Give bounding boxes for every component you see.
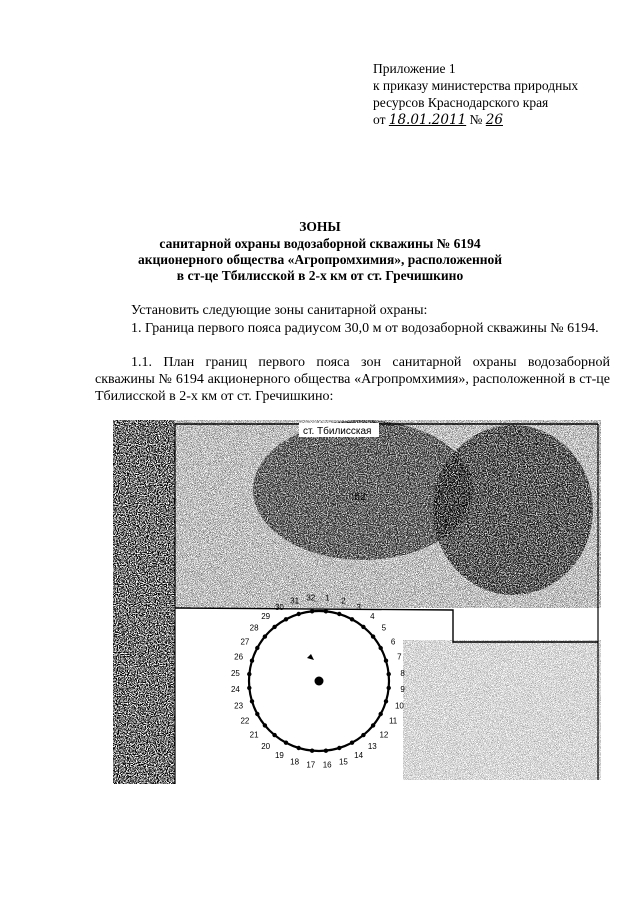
boundary-point-label-30: 30 — [274, 602, 284, 612]
boundary-point-label-3: 3 — [356, 602, 361, 612]
boundary-point-28 — [263, 634, 267, 638]
boundary-point-label-21: 21 — [249, 730, 259, 740]
boundary-point-label-28: 28 — [249, 623, 259, 633]
boundary-point-label-5: 5 — [381, 623, 387, 633]
boundary-point-10 — [384, 699, 388, 703]
boundary-point-18 — [297, 746, 301, 750]
boundary-point-29 — [272, 625, 276, 629]
boundary-point-25 — [247, 672, 251, 676]
plan-svg — [113, 420, 601, 784]
boundary-point-label-23: 23 — [234, 701, 244, 711]
boundary-point-15 — [337, 746, 341, 750]
boundary-point-label-27: 27 — [240, 637, 250, 647]
appendix-number: Приложение 1 — [373, 61, 456, 76]
boundary-point-label-7: 7 — [397, 652, 402, 662]
boundary-point-27 — [255, 646, 259, 650]
boundary-point-20 — [272, 733, 276, 737]
handwritten-number: 26 — [485, 112, 503, 128]
parcel-number-label: :62 — [351, 491, 367, 503]
appendix-date-line — [373, 111, 578, 129]
boundary-point-label-24: 24 — [230, 685, 240, 695]
appendix-ministry-line: ресурсов Краснодарского края — [373, 95, 549, 110]
boundary-point-26 — [250, 659, 254, 663]
boundary-point-label-12: 12 — [379, 730, 389, 740]
boundary-point-2 — [337, 612, 341, 616]
boundary-point-label-6: 6 — [390, 637, 396, 647]
boundary-point-label-15: 15 — [338, 757, 348, 767]
date-prefix: от — [373, 112, 386, 127]
railway-label: ст. Тбилисская — [303, 426, 372, 437]
boundary-point-6 — [379, 646, 383, 650]
boundary-point-30 — [284, 617, 288, 621]
title-subline-3: в ст-це Тбилисской в 2-х км от ст. Гречишкино — [176, 268, 464, 283]
zone-plan-map — [113, 420, 601, 784]
boundary-point-8 — [387, 672, 391, 676]
boundary-point-24 — [247, 686, 251, 690]
boundary-point-label-32: 32 — [306, 593, 316, 603]
boundary-point-label-16: 16 — [322, 760, 332, 770]
well-point — [315, 677, 324, 686]
boundary-point-11 — [379, 712, 383, 716]
boundary-point-1 — [324, 609, 328, 613]
boundary-point-label-19: 19 — [274, 751, 284, 761]
paragraph-intro: Установить следующие зоны санитарной охраны: — [131, 303, 428, 318]
appendix-order-line: к приказу министерства природных — [373, 78, 579, 93]
number-prefix: № — [469, 112, 483, 127]
boundary-point-label-22: 22 — [240, 716, 250, 726]
boundary-point-9 — [387, 686, 391, 690]
boundary-point-23 — [250, 699, 254, 703]
boundary-point-17 — [310, 749, 314, 753]
title-subline-2: акционерного общества «Агропромхимия», расположенной — [137, 252, 503, 267]
boundary-point-label-8: 8 — [400, 668, 405, 678]
boundary-point-label-26: 26 — [234, 652, 244, 662]
boundary-point-12 — [371, 723, 375, 727]
boundary-point-label-4: 4 — [370, 612, 375, 622]
appendix-header — [373, 60, 578, 129]
boundary-point-5 — [371, 634, 375, 638]
boundary-point-14 — [350, 741, 354, 745]
boundary-point-4 — [361, 625, 365, 629]
boundary-point-7 — [384, 659, 388, 663]
boundary-point-label-13: 13 — [367, 741, 377, 751]
boundary-point-22 — [255, 712, 259, 716]
boundary-point-label-20: 20 — [261, 741, 271, 751]
handwritten-date: 18.01.2011 — [388, 112, 467, 128]
boundary-point-label-2: 2 — [341, 596, 346, 606]
boundary-point-label-14: 14 — [354, 751, 364, 761]
boundary-point-label-1: 1 — [324, 593, 330, 603]
boundary-point-13 — [361, 733, 365, 737]
boundary-point-label-25: 25 — [230, 668, 240, 678]
boundary-point-19 — [284, 741, 288, 745]
boundary-point-label-11: 11 — [388, 716, 398, 726]
paragraph-first-zone: 1. Граница первого пояса радиусом 30,0 м от водозаборной скважины № 6194. — [131, 321, 599, 336]
boundary-point-label-17: 17 — [306, 760, 316, 770]
paragraph-plan-caption: 1.1. План границ первого пояса зон санитарной охраны водозаборной скважины № 6194 акционерного общества «Агропромхимия», расположенной в ст-це Тбилисской в 2-х км от ст. Гречишкино: — [95, 355, 610, 404]
boundary-point-3 — [350, 617, 354, 621]
boundary-point-label-9: 9 — [400, 685, 405, 695]
boundary-point-label-31: 31 — [290, 596, 300, 606]
boundary-point-21 — [263, 723, 267, 727]
boundary-point-16 — [324, 749, 328, 753]
boundary-point-label-18: 18 — [290, 757, 300, 767]
document-title: ЗОНЫ — [299, 219, 341, 234]
title-subline-1: санитарной охраны водозаборной скважины № 6194 — [159, 236, 481, 251]
boundary-point-31 — [297, 612, 301, 616]
boundary-point-label-29: 29 — [261, 612, 271, 622]
boundary-point-label-10: 10 — [394, 701, 404, 711]
boundary-point-32 — [310, 609, 314, 613]
